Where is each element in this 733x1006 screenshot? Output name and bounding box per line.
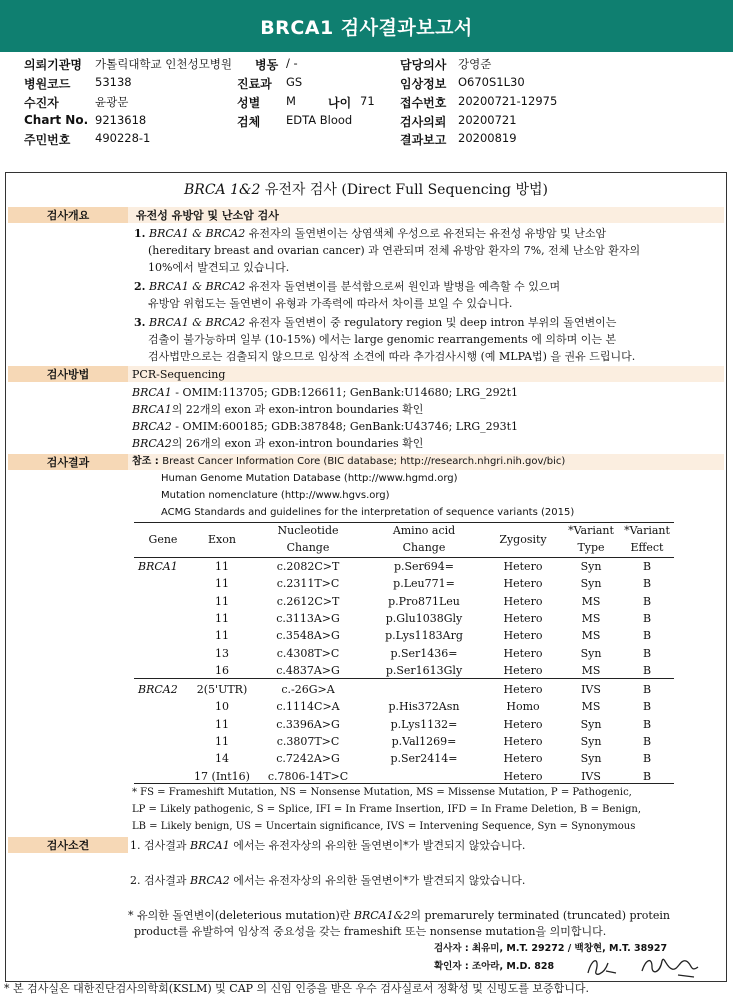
finding-label: 검사소견 — [8, 837, 128, 853]
overview-item-3: 3. BRCA1 & BRCA2 유전자 돌연변이 중 regulatory region 및 deep intron 부위의 돌연변이는 — [134, 316, 617, 329]
method-label: 검사방법 — [8, 366, 128, 382]
table-cell-aa: p.Ser694= — [393, 560, 455, 573]
table-cell-gene: BRCA1 — [138, 560, 178, 573]
table-cell-exon: 16 — [215, 663, 229, 677]
title-rest: 유전자 검사 (Direct Full Sequencing 방법) — [260, 182, 548, 198]
table-cell-effect: B — [642, 629, 652, 643]
finding-1: 1. 검사결과 BRCA1 에서는 유전자상의 유의한 돌연변이*가 발견되지 않았습니다. — [130, 839, 526, 852]
overview-item-1-line3: 10%에서 발견되고 있습니다. — [148, 261, 290, 274]
patient-info — [0, 54, 733, 154]
header-variant-effect: Effect — [630, 541, 664, 554]
info-row — [0, 75, 733, 92]
clinical-value: O670S1L30 — [458, 75, 525, 89]
doctor-value: 강영준 — [458, 57, 492, 71]
table-cell-type: MS — [581, 611, 601, 625]
request-label: 검사의뢰 — [400, 115, 447, 129]
header-nucleotide: Nucleotide — [277, 524, 339, 537]
info-row — [0, 131, 733, 148]
age-value: 71 — [360, 94, 375, 108]
overview-item-3-line3: 검사법만으로는 검출되지 않으므로 임상적 소견에 따라 추가검사시행 (예 MLPA법) 을 권유 드립니다. — [148, 350, 636, 363]
header-amino-acid: Amino acid — [392, 524, 456, 537]
sex-label: 성별 — [237, 96, 261, 110]
table-cell-exon: 11 — [215, 611, 229, 625]
report-title: BRCA1 검사결과보고서 — [260, 16, 473, 39]
resident-label: 주민번호 — [24, 133, 71, 147]
table-cell-exon: 10 — [215, 700, 229, 714]
table-cell-effect: B — [642, 560, 652, 573]
overview-item-2: 2. BRCA1 & BRCA2 유전자 돌연변이를 분석함으로써 원인과 발병을 예측할 수 있으며 — [134, 280, 561, 293]
table-cell-exon: 11 — [215, 717, 229, 731]
method-line-3: BRCA2 - OMIM:600185; GDB:387848; GenBank:U43746; LRG_293t1 — [132, 420, 519, 433]
table-cell-type: Syn — [580, 735, 602, 748]
report-title-bar — [0, 0, 733, 52]
examinee-label: 수진자 — [24, 96, 59, 110]
resident-value: 490228-1 — [95, 131, 151, 145]
institution-label: 의뢰기관명 — [24, 58, 82, 72]
clinical-label: 임상정보 — [400, 77, 447, 91]
signature-image — [582, 953, 722, 981]
table-cell-type: MS — [581, 594, 601, 608]
table-cell-effect: B — [642, 646, 652, 660]
table-cell-nuc: c.3807T>C — [276, 735, 340, 748]
report-section-title — [6, 179, 726, 199]
table-cell-aa: p.His372Asn — [388, 700, 460, 714]
table-cell-zyg: Hetero — [503, 560, 543, 573]
table-cell-aa: p.Glu1038Gly — [385, 611, 463, 625]
table-cell-type: IVS — [581, 769, 601, 783]
doctor-label: 담당의사 — [400, 58, 447, 72]
chart-label: Chart No. — [24, 113, 89, 127]
table-cell-aa: p.Lys1132= — [390, 717, 458, 731]
info-row — [0, 56, 733, 73]
table-cell-effect: B — [642, 752, 652, 766]
age-label: 나이 — [328, 96, 352, 110]
table-header-rule — [134, 557, 674, 558]
overview-item-2-line2: 유방암 위험도는 돌연변이 유형과 가족력에 따라서 차이를 보일 수 있습니다. — [148, 297, 513, 310]
reference-line-1: 참조 : Breast Cancer Information Core (BIC database; http://research.nhgri.nih.gov/bic) — [132, 456, 566, 467]
table-cell-nuc: c.7242A>G — [276, 752, 340, 766]
table-cell-nuc: c.3113A>G — [276, 611, 340, 625]
legend-line-2: LP = Likely pathogenic, S = Splice, IFI = In Frame Insertion, IFD = In Frame Deletion, B = Benign, — [132, 804, 642, 815]
table-cell-exon: 11 — [215, 560, 229, 573]
table-cell-effect: B — [642, 717, 652, 731]
table-cell-aa: p.Val1269= — [391, 735, 457, 748]
report-date-label: 결과보고 — [400, 133, 447, 147]
table-cell-nuc: c.4837A>G — [276, 663, 340, 677]
table-cell-nuc: c.2612C>T — [276, 594, 340, 608]
table-cell-zyg: Hetero — [503, 769, 543, 783]
table-cell-nuc: c.2311T>C — [276, 577, 340, 591]
table-cell-nuc: c.3396A>G — [276, 717, 340, 731]
table-cell-zyg: Hetero — [503, 577, 543, 591]
ward-value: / - — [286, 56, 298, 70]
tester-line: 검사자 : 최유미, M.T. 29272 / 백창현, M.T. 38927 — [434, 943, 668, 954]
table-cell-effect: B — [642, 735, 652, 748]
table-cell-zyg: Hetero — [503, 594, 543, 608]
table-cell-effect: B — [642, 683, 652, 697]
header-variant: *Variant — [568, 524, 614, 537]
table-cell-nuc: c.7806-14T>C — [267, 769, 349, 783]
table-cell-effect: B — [642, 577, 652, 591]
hospital-code-label: 병원코드 — [24, 77, 71, 91]
table-cell-type: Syn — [580, 717, 602, 731]
table-cell-type: MS — [581, 700, 601, 714]
finding-2: 2. 검사결과 BRCA2 에서는 유전자상의 유의한 돌연변이*가 발견되지 않았습니다. — [130, 874, 526, 887]
table-cell-effect: B — [642, 594, 652, 608]
table-cell-aa: p.Ser2414= — [390, 752, 458, 766]
header-exon: Exon — [208, 533, 236, 546]
specimen-label: 검체 — [237, 115, 261, 129]
table-cell-exon: 14 — [215, 752, 229, 766]
header-gene: Gene — [148, 533, 178, 546]
info-row — [0, 113, 733, 130]
table-cell-type: IVS — [581, 683, 601, 697]
table-cell-type: Syn — [580, 577, 602, 591]
table-cell-aa: p.Pro871Leu — [388, 594, 460, 608]
method-line-4: BRCA2의 26개의 exon 과 exon-intron boundaries 확인 — [132, 437, 424, 450]
table-cell-exon: 2(5'UTR) — [196, 683, 248, 697]
table-cell-nuc: c.4308T>C — [276, 646, 340, 660]
overview-item-1: 1. BRCA1 & BRCA2 유전자의 돌연변이는 상염색체 우성으로 유전되는 유전성 유방암 및 난소암 — [134, 227, 607, 240]
overview-heading: 유전성 유방암 및 난소암 검사 — [136, 209, 279, 222]
method-line-2: BRCA1의 22개의 exon 과 exon-intron boundaries 확인 — [132, 403, 424, 416]
table-cell-nuc: c.2082C>T — [276, 560, 340, 573]
table-cell-effect: B — [642, 611, 652, 625]
table-cell-zyg: Hetero — [503, 629, 543, 643]
ward-label: 병동 — [255, 58, 279, 72]
table-cell-type: MS — [581, 663, 601, 677]
receipt-label: 접수번호 — [400, 96, 447, 110]
info-row — [0, 94, 733, 111]
examinee-value: 윤광문 — [95, 95, 129, 109]
method-title: PCR-Sequencing — [132, 368, 226, 381]
institution-value: 가톨릭대학교 인천성모병원 — [95, 57, 232, 71]
table-cell-type: Syn — [580, 752, 602, 766]
legend-line-1: * FS = Frameshift Mutation, NS = Nonsense Mutation, MS = Missense Mutation, P = Pathogenic, — [132, 787, 632, 798]
receipt-value: 20200721-12975 — [458, 94, 558, 108]
table-cell-exon: 11 — [215, 594, 229, 608]
table-cell-aa: p.Leu771= — [393, 577, 455, 591]
table-cell-zyg: Hetero — [503, 683, 543, 697]
footer-certification: * 본 검사실은 대한진단검사의학회(KSLM) 및 CAP 의 신임 인증을 받은 우수 검사실로서 정확성 및 신빙도를 보증합니다. — [4, 982, 590, 995]
table-cell-nuc: c.1114C>A — [276, 700, 340, 714]
table-cell-zyg: Hetero — [503, 611, 543, 625]
report-date-value: 20200819 — [458, 131, 517, 145]
report-body — [5, 172, 727, 982]
finding-note-1: * 유의한 돌연변이(deleterious mutation)란 BRCA1&2의 premarurely terminated (truncated) protein — [128, 909, 670, 922]
dept-value: GS — [286, 75, 303, 89]
sex-value: M — [286, 94, 296, 108]
overview-item-1-line2: (hereditary breast and ovarian cancer) 과 연관되며 전체 유방암 환자의 7%, 전체 난소암 환자의 — [148, 244, 641, 257]
table-cell-nuc: c.3548A>G — [276, 629, 340, 643]
table-cell-effect: B — [642, 663, 652, 677]
table-gene-divider — [134, 678, 674, 679]
table-cell-type: MS — [581, 629, 601, 643]
variant-table — [134, 522, 674, 784]
table-cell-type: Syn — [580, 646, 602, 660]
header-variant-type: Type — [577, 541, 605, 554]
title-gene: BRCA 1&2 — [184, 182, 261, 198]
table-cell-aa: p.Lys1183Arg — [385, 629, 463, 643]
result-label: 검사결과 — [8, 454, 128, 470]
table-cell-zyg: Hetero — [503, 663, 543, 677]
table-cell-aa: p.Ser1436= — [390, 646, 458, 660]
table-cell-exon: 11 — [215, 577, 229, 591]
table-cell-exon: 11 — [215, 629, 229, 643]
table-top-rule — [134, 522, 674, 523]
request-value: 20200721 — [458, 113, 517, 127]
table-cell-nuc: c.-26G>A — [281, 683, 335, 697]
reference-line-3: Mutation nomenclature (http://www.hgvs.org) — [161, 490, 390, 501]
table-cell-effect: B — [642, 700, 652, 714]
reference-line-4: ACMG Standards and guidelines for the interpretation of sequence variants (2015) — [161, 507, 575, 518]
table-cell-aa: p.Ser1613Gly — [385, 663, 463, 677]
table-cell-zyg: Hetero — [503, 752, 543, 766]
header-nucleotide-change: Change — [286, 541, 330, 554]
dept-label: 진료과 — [237, 77, 272, 91]
table-cell-type: Syn — [580, 560, 602, 573]
reference-line-2: Human Genome Mutation Database (http://www.hgmd.org) — [161, 473, 458, 484]
specimen-value: EDTA Blood — [286, 113, 353, 127]
confirmer-line: 확인자 : 조아라, M.D. 828 — [434, 961, 555, 972]
table-cell-effect: B — [642, 769, 652, 783]
table-cell-gene: BRCA2 — [138, 683, 178, 697]
overview-label: 검사개요 — [8, 207, 128, 223]
table-cell-zyg: Homo — [506, 700, 540, 714]
chart-value: 9213618 — [95, 113, 147, 127]
overview-item-3-line2: 검출이 불가능하며 일부 (10-15%) 에서는 large genomic rearrangements 에 의하며 이는 본 — [148, 333, 617, 346]
finding-note-2: product를 유발하여 임상적 중요성을 갖는 frameshift 또는 nonsense mutation을 의미합니다. — [134, 925, 607, 938]
hospital-code-value: 53138 — [95, 75, 132, 89]
table-cell-exon: 17 (Int16) — [194, 769, 250, 783]
table-cell-zyg: Hetero — [503, 735, 543, 748]
header-variant2: *Variant — [624, 524, 670, 537]
table-cell-exon: 11 — [215, 735, 229, 748]
legend-line-3: LB = Likely benign, US = Uncertain significance, IVS = Intervening Sequence, Syn = Synonymous — [132, 821, 636, 832]
table-cell-zyg: Hetero — [503, 646, 543, 660]
method-line-1: BRCA1 - OMIM:113705; GDB:126611; GenBank:U14680; LRG_292t1 — [132, 386, 519, 399]
table-cell-zyg: Hetero — [503, 717, 543, 731]
header-amino-acid-change: Change — [402, 541, 446, 554]
header-zygosity: Zygosity — [499, 533, 547, 546]
table-cell-exon: 13 — [215, 646, 229, 660]
